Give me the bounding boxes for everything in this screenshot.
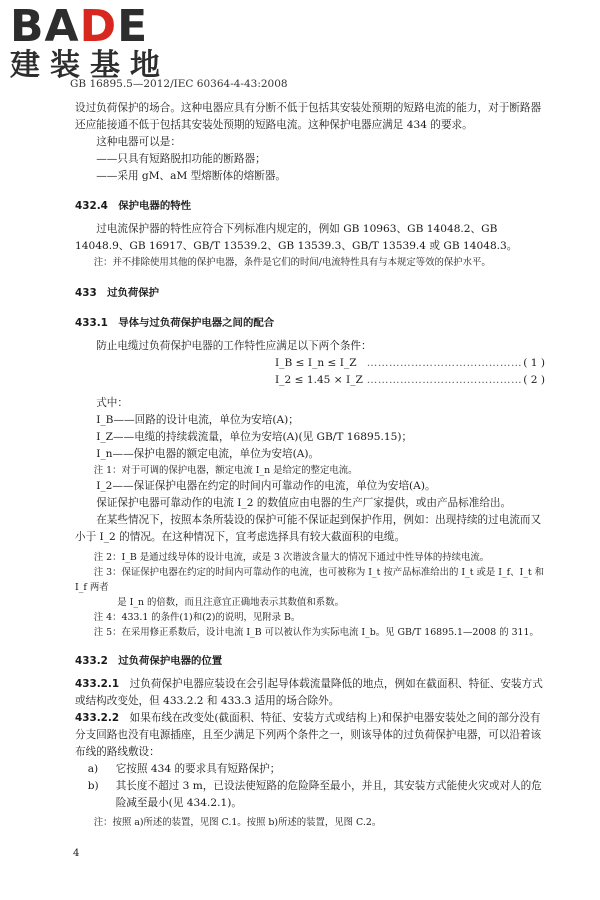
logo-text-d: D [79, 1, 118, 52]
definition: I_B——回路的设计电流，单位为安培(A)； [96, 414, 299, 426]
list-item [75, 761, 545, 778]
list-text: 它按照 434 的要求具有短路保护； [115, 763, 281, 775]
note: 注 2：I_B 是通过线导体的设计电流，或是 3 次谐波含量大的情况下通过中性导体的持续电流。 [93, 552, 490, 563]
formula-leader: …………………………………… [366, 374, 523, 386]
paragraph: 防止电缆过负荷保护电器的工作特性应满足以下两个条件： [96, 340, 372, 352]
formula-expression: I_2 ≤ 1.45 × I_Z [275, 374, 363, 386]
paragraph: 保证保护电器可靠动作的电流 I_2 的数值应由电器的生产厂家提供，或由产品标准给出。 [96, 497, 512, 509]
note: 注：并不排除使用其他的保护电器，条件是它们的时间/电流特性具有与本规定等效的保护水平。 [93, 257, 491, 268]
section-heading-433: 433 过负荷保护 [75, 287, 160, 299]
intro-line: 这种电器可以是： [96, 136, 181, 148]
logo-wordmark [10, 1, 210, 52]
list-text: 其长度不超过 3 m，已设法使短路的危险降至最小，并且，其安装方式能使火灾或对人的危险减至最小(见 434.2.1)。 [115, 780, 542, 809]
formula-1 [275, 355, 545, 372]
formula-expression: I_B ≤ I_n ≤ I_Z [275, 357, 357, 369]
intro-bullet: ——只具有短路脱扣功能的断路器； [96, 153, 266, 165]
definition: I_n——保护电器的额定电流，单位为安培(A)。 [96, 448, 320, 460]
page-body [75, 100, 545, 830]
formula-number: ( 1 ) [523, 357, 545, 369]
note: 注：按照 a)所述的装置，见图 C.1。按照 b)所述的装置，见图 C.2。 [93, 817, 382, 828]
list-item [75, 778, 545, 812]
formula-number: ( 2 ) [523, 374, 545, 386]
paragraph: 在某些情况下，按照本条所装设的保护可能不保证起到保护作用，例如：出现持续的过电流而又小于 I_2 的情况。在这种情况下，宜考虑选择具有较大截面积的电缆。 [75, 514, 542, 543]
definition: I_Z——电缆的持续载流量，单位为安培(A)(见 GB/T 16895.15)； [96, 431, 413, 443]
page-number: 4 [73, 848, 80, 859]
list-label: a) [87, 763, 99, 775]
intro-bullet: ——采用 gM、aM 型熔断体的熔断器。 [96, 170, 287, 182]
definition: I_2——保证保护电器在约定的时间内可靠动作的电流，单位为安培(A)。 [96, 480, 436, 492]
formula-2 [275, 372, 545, 389]
clause-433-2-2 [75, 710, 545, 761]
list-label: b) [87, 780, 99, 792]
where-label: 式中： [96, 397, 128, 409]
logo-text-ba: BA [10, 1, 80, 52]
clause-text: 如果布线在改变处(截面积、特征、安装方式或结构上)和保护电器安装处之间的部分没有分支回路也没有电源插座，且至少满足下列两个条件之一，则该导体的过负荷保护电器，可以沿着该布线的路线敷设： [75, 712, 542, 758]
logo-chinese: 建装基地 [10, 48, 170, 83]
clause-text: 过负荷保护电器应装设在会引起导体载流量降低的地点，例如在截面积、特征、安装方式或结构改变处，但 433.2.2 和 433.3 适用的场合除外。 [75, 678, 543, 707]
logo-text-e: E [117, 1, 149, 52]
logo [10, 1, 210, 83]
clause-number: 433.2.2 [75, 712, 120, 724]
clause-433-2-1 [75, 676, 545, 710]
note: 注 5：在采用修正系数后，设计电流 I_B 可以被认作为实际电流 I_b。见 GB/T 16895.1—2008 的 311。 [93, 627, 539, 638]
note: 注 3：保证保护电器在约定的时间内可靠动作的电流，也可被称为 I_t 按产品标准给出的 I_t 或是 I_f、I_t 和 I_f 两者 [75, 567, 544, 593]
note-continuation: 是 I_n 的倍数，而且注意宜正确地表示其数值和系数。 [117, 597, 344, 608]
section-heading-433-2: 433.2 过负荷保护电器的位置 [75, 655, 223, 667]
standard-code: GB 16895.5—2012/IEC 60364-4-43:2008 [70, 78, 288, 90]
section-heading-432-4: 432.4 保护电器的特性 [75, 200, 191, 212]
formula-leader: …………………………………… [366, 357, 523, 369]
note: 注 1：对于可调的保护电器，额定电流 I_n 是给定的整定电流。 [93, 465, 358, 476]
note: 注 4：433.1 的条件(1)和(2)的说明，见附录 B。 [93, 612, 301, 623]
clause-number: 433.2.1 [75, 678, 120, 690]
section-heading-433-1: 433.1 导体与过负荷保护电器之间的配合 [75, 317, 275, 329]
section-body-432-4: 过电流保护器的特性应符合下列标准内规定的，例如 GB 10963、GB 14048.2、GB 14048.9、GB 16917、GB/T 13539.2、GB 13539.3、GB/T 13539.4 或 GB 14048.3。 [75, 223, 518, 252]
intro-paragraph: 设过负荷保护的场合。这种电器应具有分断不低于包括其安装处预期的短路电流的能力，对于断路器还应能接通不低于包括其安装处预期的短路电流。这种保护电器应满足 434 的要求。 [75, 102, 542, 131]
